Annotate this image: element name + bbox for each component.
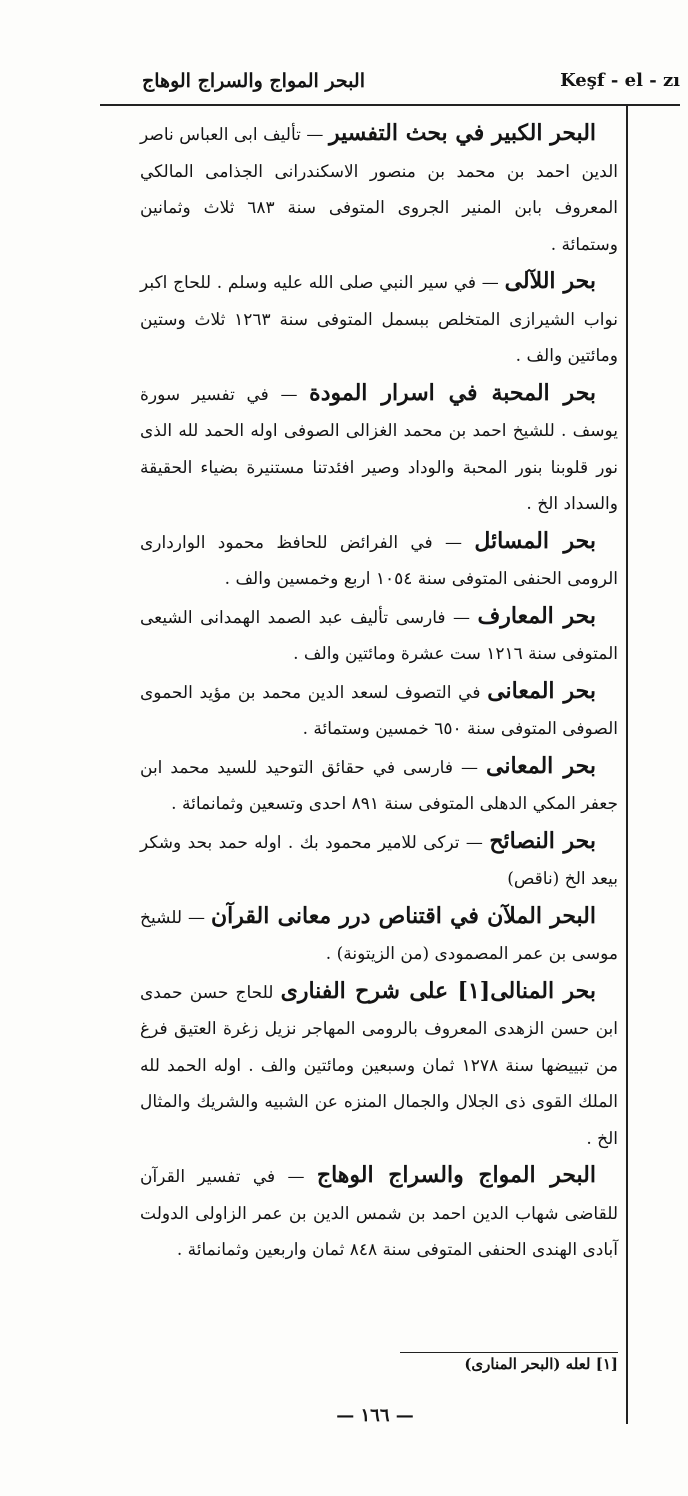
entry-text: — في سير النبي صلى الله عليه وسلم . للحاج اكبر نواب الشيرازى المتخلص ببسمل المتوفى سنة ١٢٦٣ ثلاث وستين ومائتين والف . xyxy=(140,273,618,366)
entry-text: — في تفسير سورة يوسف . للشيخ احمد بن محمد الغزالى الصوفى اوله الحمد لله الذى نور قلوبنا بنور المحبة والوداد وصير افئدتنا مستنيرة بضياء الحقيقة والسداد الخ . xyxy=(140,384,618,514)
footnote-rule xyxy=(400,1352,618,1353)
entry-headword: بحر المنالى[١] على شرح الفنارى xyxy=(280,977,596,1004)
running-head-latin: Keşf - el - zı xyxy=(560,70,680,91)
entry-headword: بحر المعانى xyxy=(487,677,596,704)
entry-text: — تركى للامير محمود بك . اوله حمد بحد وشكر بيعد الخ (ناقص) xyxy=(140,832,618,889)
entry-text: — في الفرائض للحافظ محمود الواردارى الرومى الحنفى المتوفى سنة ١٠٥٤ اربع وخمسين والف . xyxy=(140,532,618,589)
entry-headword: بحر المعانى xyxy=(485,752,597,779)
bibliography-entry xyxy=(140,1157,618,1269)
entry-headword: بحر النصائح xyxy=(489,827,596,854)
entry-headword: البحر الكبير في بحث التفسير xyxy=(328,120,597,146)
margin-rule xyxy=(626,104,628,1424)
footnote: [١] لعله (البحر المنارى) xyxy=(464,1355,618,1373)
entry-headword: بحر المعارف xyxy=(477,602,596,629)
entry-headword: بحر اللآلى xyxy=(504,268,597,294)
entry-headword: بحر المحبة في اسرار المودة xyxy=(309,379,597,406)
entry-text: — فارسى في حقائق التوحيد للسيد محمد ابن جعفر المكي الدهلى المتوفى سنة ٨٩١ احدى وتسعين وثمانمائة . xyxy=(140,757,618,814)
page-number: — ١٦٦ — xyxy=(336,1405,414,1426)
entry-headword: البحر الملآن في اقتناص درر معانى القرآن xyxy=(211,902,596,929)
bibliography-entry xyxy=(140,973,618,1158)
running-head-arabic: البحر المواج والسراج الوهاج xyxy=(142,70,365,92)
entry-headword: بحر المسائل xyxy=(474,527,596,554)
bibliography-entry xyxy=(140,115,618,263)
bibliography-entry xyxy=(140,673,618,748)
bibliography-entry xyxy=(140,898,618,973)
bibliography-entry xyxy=(140,748,618,823)
entries-column xyxy=(140,115,618,1269)
entry-text: — للشيخ موسى بن عمر المصمودى (من الزيتونة) . xyxy=(140,907,618,964)
entry-text: — تأليف ابى العباس ناصر الدين احمد بن محمد بن منصور الاسكندرانى الجذامى المالكي المعروف بابن المنير الجروى المتوفى سنة ٦٨٣ ثلاث وثمانين وستمائة . xyxy=(140,125,618,255)
bibliography-entry xyxy=(140,375,618,523)
running-header xyxy=(100,70,680,104)
entry-text: — في تفسير القرآن للقاضى شهاب الدين احمد بن شمس الدين بن عمر الزاولى الدولت آبادى الهندى الحنفى المتوفى سنة ٨٤٨ ثمان واربعين وثمانمائة . xyxy=(140,1167,618,1260)
bibliography-entry xyxy=(140,263,618,375)
bibliography-entry xyxy=(140,823,618,898)
entry-text: للحاج حسن حمدى ابن حسن الزهدى المعروف بالرومى المهاجر نزيل زغرة العتيق فرغ من تبييضها سنة ١٢٧٨ ثمان وسبعين ومائتين والف . اوله الحمد لله الملك القوى ذى الجلال والجمال المنزه عن الشبيه والشريك والمثال الخ . xyxy=(140,982,618,1149)
bibliography-entry xyxy=(140,598,618,673)
entry-headword: البحر المواج والسراج الوهاج xyxy=(316,1162,596,1188)
entry-text: — فارسى تأليف عبد الصمد الهمدانى الشيعى المتوفى سنة ١٢١٦ ست عشرة ومائتين والف . xyxy=(140,607,618,664)
bibliography-entry xyxy=(140,523,618,598)
header-rule xyxy=(100,104,680,106)
entry-text: في التصوف لسعد الدين محمد بن مؤيد الحموى الصوفى المتوفى سنة ٦٥٠ خمسين وستمائة . xyxy=(140,682,618,739)
